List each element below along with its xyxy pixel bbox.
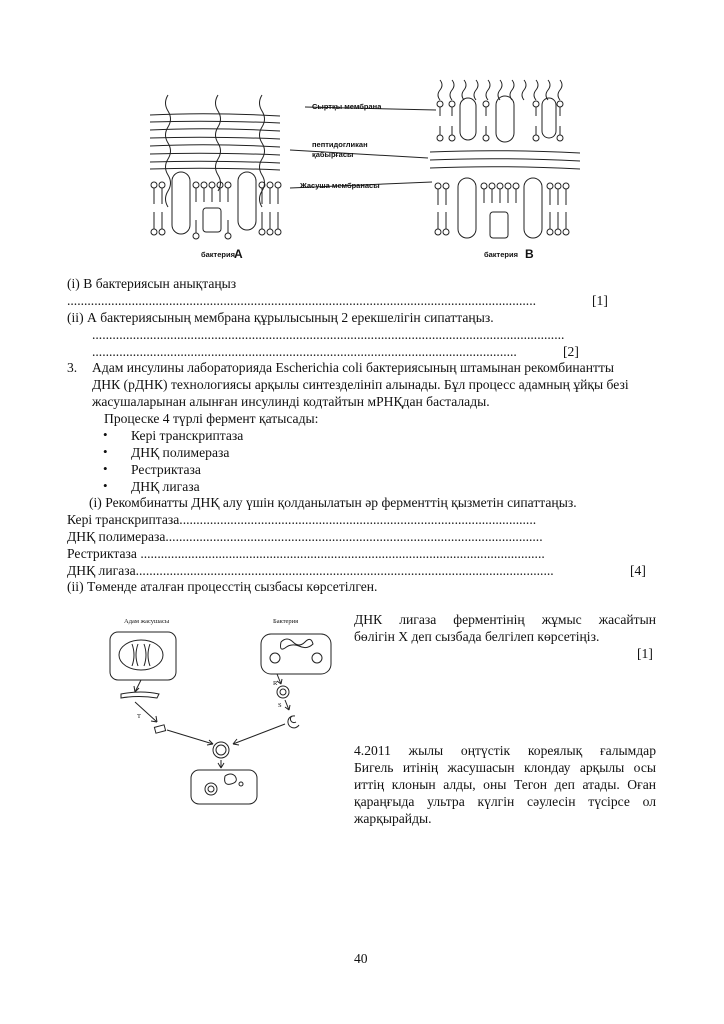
q4-line-5: жарқырайды.	[354, 811, 432, 826]
mark-sub-i: [4]	[630, 563, 646, 578]
q4-line-3: иттің клонын алды, оны Тегон деп атады. Оған	[354, 777, 656, 792]
recombinant-dna-diagram	[105, 612, 355, 807]
label-peptidoglycan-1: пептидогликан	[312, 140, 368, 149]
q4-line-4: қараңғыда ультра күлгін сәулесін түсірсе ол	[354, 794, 656, 809]
q4-line-2: Бигель итінің жасушасын клондау арқылы осы	[354, 760, 656, 775]
bullet-2: •	[103, 444, 108, 459]
answer-dna-ligase: ДНҚ лигаза...........................................................................................................................	[67, 563, 554, 578]
ligase-text-2: бөлігін X деп сызбада белгілеп көрсетіңіз.	[354, 629, 600, 644]
answer-restrictase: Рестриктаза .......................................................................................................................	[67, 546, 545, 561]
mark-ii: [2]	[563, 344, 579, 359]
q3-sub-ii: (ii) Төменде аталған процесстің сызбасы көрсетілген.	[67, 579, 378, 594]
page-number: 40	[354, 951, 368, 966]
enzyme-item: ДНҚ лигаза	[131, 479, 200, 494]
label-t: T	[137, 713, 141, 720]
mark-i: [1]	[592, 293, 608, 308]
question-i: (i) В бактериясын анықтаңыз	[67, 276, 237, 291]
ligase-text-1: ДНК лигаза ферментінің жұмыс жасайтын	[354, 612, 656, 627]
label-outer-membrane: Сыртқы мембрана	[312, 102, 382, 111]
label-bacteria-b: бактерия	[484, 250, 518, 259]
membrane-diagram	[140, 60, 580, 270]
answer-line-ii-1: ...........................................................................................................................................	[92, 327, 565, 342]
label-cell-membrane: Жасуша мембранасы	[300, 181, 380, 190]
enzyme-item: Рестриктаза	[131, 462, 201, 477]
bullet-1: •	[103, 427, 108, 442]
label-s: S	[278, 702, 282, 709]
q3-sub-i: (i) Рекомбинатты ДНҚ алу үшін қолданылатын әр ферменттің қызметін сипаттаңыз.	[89, 495, 577, 510]
bullet-3: •	[103, 461, 108, 476]
letter-b: B	[525, 247, 534, 261]
label-peptidoglycan-2: қабырғасы	[312, 150, 354, 159]
label-r: R	[273, 680, 278, 687]
q3-line-2: ДНК (рДНК) технологиясы арқылы синтезделініп алынады. Бұл процесс адамның ұйқы безі	[92, 377, 629, 392]
enzyme-item: Кері транскриптаза	[131, 428, 244, 443]
q3-enzymes-intro: Процеске 4 түрлі фермент қатысады:	[104, 411, 319, 426]
bullet-4: •	[103, 478, 108, 493]
answer-reverse-transcriptase: Кері транскриптаза.........................................................................................................	[67, 512, 537, 527]
letter-a: A	[234, 247, 243, 261]
q3-line-1: Адам инсулины лабораторияда Escherichia coli бактериясының штамынан рекомбинантты	[92, 360, 614, 375]
label-human-cell: Адам жасушасы	[124, 618, 170, 625]
question-ii: (ii) А бактериясының мембрана құрылысының 2 ерекшелігін сипаттаңыз.	[67, 310, 494, 325]
enzyme-item: ДНҚ полимераза	[131, 445, 230, 460]
mark-ligase: [1]	[637, 646, 653, 661]
answer-dna-polymerase: ДНҚ полимераза...............................................................................................................	[67, 529, 543, 544]
label-bacteria-a: бактерия	[201, 250, 235, 259]
q4-line-1: 4.2011 жылы оңтүстік кореялық ғалымдар	[354, 743, 656, 758]
q3-line-3: жасушаларынан алынған инсулинді кодтайтын мРНҚдан басталады.	[92, 394, 490, 409]
answer-line-i: ..........................................................................................................................................	[67, 293, 536, 308]
label-bacteria-2: Бактерия	[273, 618, 299, 625]
q3-number: 3.	[67, 360, 78, 375]
answer-line-ii-2: .............................................................................................................................	[92, 344, 517, 359]
